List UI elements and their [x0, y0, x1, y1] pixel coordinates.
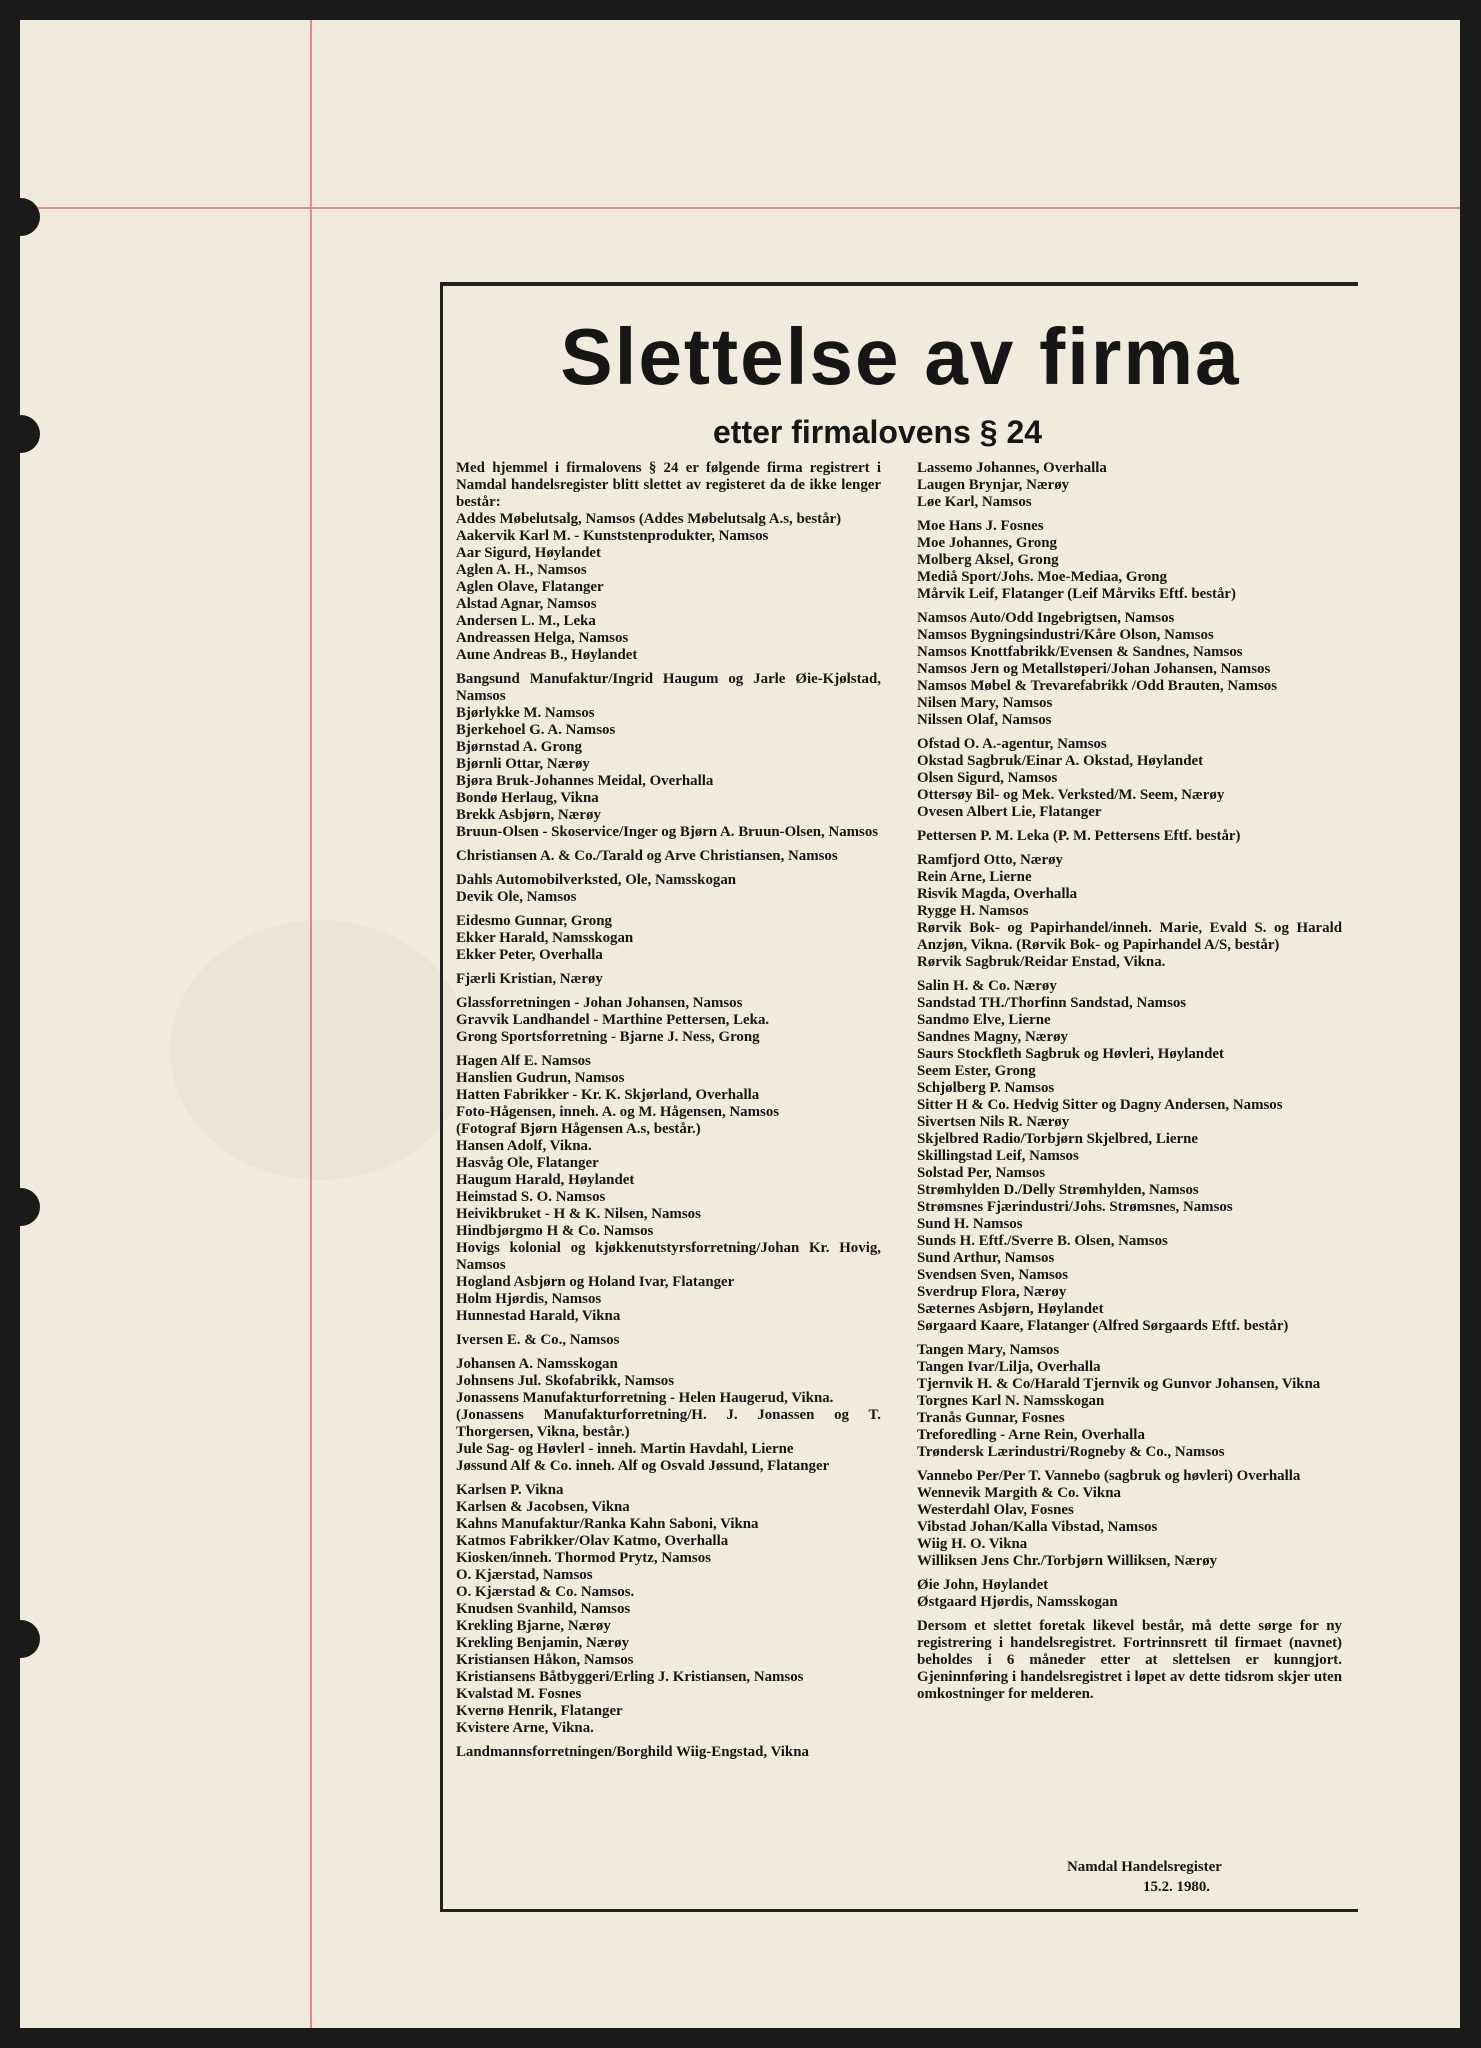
firm-entry: Addes Møbelutsalg, Namsos (Addes Møbelutsalg A.s, består) [456, 511, 842, 527]
firm-entry: Holm Hjørdis, Namsos [456, 1291, 602, 1307]
firm-entry: O. Kjærstad, Namsos [456, 1567, 593, 1583]
firm-entry: Bruun-Olsen - Skoservice/Inger og Bjørn A. Bruun-Olsen, Namsos [456, 824, 879, 840]
firm-entry: Sund H. Namsos [917, 1216, 1023, 1232]
firm-entry: Wiig H. O. Vikna [917, 1536, 1028, 1552]
firm-entry: Kahns Manufaktur/Ranka Kahn Saboni, Vikna [456, 1516, 759, 1532]
firm-entry: O. Kjærstad & Co. Namsos. [456, 1584, 635, 1600]
firm-entry: Mårvik Leif, Flatanger (Leif Mårviks Eftf. består) [917, 586, 1236, 602]
firm-entry: Solstad Per, Namsos [917, 1165, 1046, 1181]
firm-entry: Andersen L. M., Leka [456, 613, 596, 629]
firm-entry: Christiansen A. & Co./Tarald og Arve Christiansen, Namsos [456, 848, 838, 864]
firm-entry: Sandmo Elve, Lierne [917, 1012, 1051, 1028]
firm-entry: Treforedling - Arne Rein, Overhalla [917, 1427, 1145, 1443]
firm-entry: Hasvåg Ole, Flatanger [456, 1155, 599, 1171]
firm-entry: Krekling Benjamin, Nærøy [456, 1635, 630, 1651]
firm-entry: Hagen Alf E. Namsos [456, 1053, 591, 1069]
firm-entry: Sandstad TH./Thorfinn Sandstad, Namsos [917, 995, 1187, 1011]
firm-entry: Bondø Herlaug, Vikna [456, 790, 599, 806]
firm-entry: Seem Ester, Grong [917, 1063, 1036, 1079]
firm-entry: Tangen Mary, Namsos [917, 1342, 1060, 1358]
firm-entry: Namsos Møbel & Trevarefabrikk /Odd Brauten, Namsos [917, 678, 1278, 694]
firm-entry: Schjølberg P. Namsos [917, 1080, 1055, 1096]
closing-paragraph: Dersom et slettet foretak likevel består, må dette sørge for ny registrering i handelsregistret. Fortrinnsrett til firmaet (navnet) beholdes i 6 måneder etter at slettelsen er kunngjort. Gjeninnføring i handelsregistret i løpet av dette tidsrom skjer uten omkostninger for melderen. [917, 1618, 1342, 1702]
firm-entry: Aar Sigurd, Høylandet [456, 545, 601, 561]
firm-entry: Okstad Sagbruk/Einar A. Okstad, Høylandet [917, 753, 1204, 769]
left-entry-list [456, 511, 885, 1761]
section-gap [456, 906, 881, 913]
firm-entry: Hogland Asbjørn og Holand Ivar, Flatanger [456, 1274, 735, 1290]
firm-entry: Sitter H & Co. Hedvig Sitter og Dagny Andersen, Namsos [917, 1097, 1283, 1113]
firm-entry: Bangsund Manufaktur/Ingrid Haugum og Jarle Øie-Kjølstad, Namsos [456, 671, 885, 704]
section-gap [917, 729, 1342, 736]
firm-entry: Sverdrup Flora, Nærøy [917, 1284, 1067, 1300]
firm-entry: Kvistere Arne, Vikna. [456, 1720, 594, 1736]
firm-entry: Westerdahl Olav, Fosnes [917, 1502, 1074, 1518]
punch-hole [2, 415, 40, 453]
firm-entry: Aglen A. H., Namsos [456, 562, 587, 578]
firm-entry: Fjærli Kristian, Nærøy [456, 971, 603, 987]
section-gap [917, 1461, 1342, 1468]
section-gap [917, 603, 1342, 610]
firm-entry: Mediå Sport/Johs. Moe-Mediaa, Grong [917, 569, 1167, 585]
firm-entry: Hindbjørgmo H & Co. Namsos [456, 1223, 654, 1239]
firm-entry: Jøssund Alf & Co. inneh. Alf og Osvald Jøssund, Flatanger [456, 1458, 830, 1474]
firm-entry: Hovigs kolonial og kjøkkenutstyrsforretning/Johan Kr. Hovig, Namsos [456, 1240, 885, 1273]
punch-hole [2, 1188, 40, 1226]
newspaper-clipping [440, 282, 1358, 1912]
firm-entry: Johansen A. Namsskogan [456, 1356, 618, 1372]
firm-entry: Ofstad O. A.-agentur, Namsos [917, 736, 1107, 752]
firm-entry: Laugen Brynjar, Nærøy [917, 477, 1070, 493]
firm-entry: Sandnes Magny, Nærøy [917, 1029, 1068, 1045]
firm-entry: Salin H. & Co. Nærøy [917, 978, 1057, 994]
punch-hole [2, 1620, 40, 1658]
firm-entry: Heimstad S. O. Namsos [456, 1189, 606, 1205]
firm-entry: Foto-Hågensen, inneh. A. og M. Hågensen, Namsos [456, 1104, 780, 1120]
firm-entry: Hunnestad Harald, Vikna [456, 1308, 621, 1324]
firm-entry: Saurs Stockfleth Sagbruk og Høvleri, Høylandet [917, 1046, 1224, 1062]
firm-entry: Trøndersk Lærindustri/Rogneby & Co., Namsos [917, 1444, 1225, 1460]
firm-entry: Rørvik Sagbruk/Reidar Enstad, Vikna. [917, 954, 1166, 970]
firm-entry: Namsos Auto/Odd Ingebrigtsen, Namsos [917, 610, 1175, 626]
date: 15.2. 1980. [1143, 1879, 1211, 1895]
firm-entry: Karlsen P. Vikna [456, 1482, 564, 1498]
firm-entry: Ovesen Albert Lie, Flatanger [917, 804, 1102, 820]
firm-entry: Aune Andreas B., Høylandet [456, 647, 638, 663]
firm-entry: Haugum Harald, Høylandet [456, 1172, 635, 1188]
firm-entry: Ramfjord Otto, Nærøy [917, 852, 1063, 868]
firm-entry: Namsos Jern og Metallstøperi/Johan Johansen, Namsos [917, 661, 1271, 677]
firm-entry: Tranås Gunnar, Fosnes [917, 1410, 1065, 1426]
firm-entry: Alstad Agnar, Namsos [456, 596, 597, 612]
firm-entry: Løe Karl, Namsos [917, 494, 1032, 510]
section-gap [917, 1570, 1342, 1577]
left-column [456, 460, 885, 1761]
firm-entry: (Fotograf Bjørn Hågensen A.s, består.) [456, 1121, 701, 1137]
intro-paragraph: Med hjemmel i firmalovens § 24 er følgende firma registrert i Namdal handelsregister blitt slettet av registeret da de ikke lenger består: [456, 460, 881, 510]
firm-entry: Dahls Automobilverksted, Ole, Namsskogan [456, 872, 737, 888]
firm-entry: Andreassen Helga, Namsos [456, 630, 629, 646]
firm-entry: Eidesmo Gunnar, Grong [456, 913, 612, 929]
firm-entry: Landmannsforretningen/Borghild Wiig-Engstad, Vikna [456, 1744, 809, 1760]
firm-entry: Ekker Peter, Overhalla [456, 947, 603, 963]
firm-entry: Karlsen & Jacobsen, Vikna [456, 1499, 630, 1515]
section-gap [456, 1349, 881, 1356]
firm-entry: Katmos Fabrikker/Olav Katmo, Overhalla [456, 1533, 729, 1549]
firm-entry: Olsen Sigurd, Namsos [917, 770, 1058, 786]
section-gap [456, 988, 881, 995]
firm-entry: Vibstad Johan/Kalla Vibstad, Namsos [917, 1519, 1158, 1535]
firm-entry: Tjernvik H. & Co/Harald Tjernvik og Gunvor Johansen, Vikna [917, 1376, 1321, 1392]
firm-entry: Bjøra Bruk-Johannes Meidal, Overhalla [456, 773, 714, 789]
section-gap [917, 971, 1342, 978]
punch-hole [2, 198, 40, 236]
firm-entry: Strømhylden D./Delly Strømhylden, Namsos [917, 1182, 1199, 1198]
firm-entry: Pettersen P. M. Leka (P. M. Pettersens Eftf. består) [917, 828, 1241, 844]
section-gap [917, 511, 1342, 518]
firm-entry: Molberg Aksel, Grong [917, 552, 1059, 568]
firm-entry: Skillingstad Leif, Namsos [917, 1148, 1079, 1164]
firm-entry: Bjerkehoel G. A. Namsos [456, 722, 616, 738]
firm-entry: Kiosken/inneh. Thormod Prytz, Namsos [456, 1550, 711, 1566]
section-gap [456, 865, 881, 872]
margin-line-horizontal [20, 207, 1460, 209]
firm-entry: Wennevik Margith & Co. Vikna [917, 1485, 1121, 1501]
firm-entry: Knudsen Svanhild, Namsos [456, 1601, 631, 1617]
firm-entry: Devik Ole, Namsos [456, 889, 577, 905]
firm-entry: Rygge H. Namsos [917, 903, 1029, 919]
firm-entry: Iversen E. & Co., Namsos [456, 1332, 620, 1348]
firm-entry: Aakervik Karl M. - Kunststenprodukter, Namsos [456, 528, 769, 544]
archive-sheet [20, 20, 1460, 2028]
signature: Namdal Handelsregister [1067, 1859, 1222, 1875]
firm-entry: Strømsnes Fjærindustri/Johs. Strømsnes, Namsos [917, 1199, 1233, 1215]
firm-entry: Nilssen Olaf, Namsos [917, 712, 1052, 728]
section-gap [456, 1737, 881, 1744]
section-gap [456, 664, 881, 671]
firm-entry: Hansen Adolf, Vikna. [456, 1138, 592, 1154]
firm-entry: Sørgaard Kaare, Flatanger (Alfred Sørgaards Eftf. består) [917, 1318, 1289, 1334]
right-entry-list [917, 460, 1345, 1611]
firm-entry: Sund Arthur, Namsos [917, 1250, 1055, 1266]
firm-entry: (Jonassens Manufakturforretning/H. J. Jonassen og T. Thorgersen, Vikna, består.) [456, 1407, 885, 1440]
firm-entry: Hatten Fabrikker - Kr. K. Skjørland, Overhalla [456, 1087, 760, 1103]
firm-entry: Tangen Ivar/Lilja, Overhalla [917, 1359, 1101, 1375]
section-gap [456, 1046, 881, 1053]
firm-entry: Namsos Bygningsindustri/Kåre Olson, Namsos [917, 627, 1214, 643]
section-gap [456, 1325, 881, 1332]
firm-entry: Heivikbruket - H & K. Nilsen, Namsos [456, 1206, 701, 1222]
firm-entry: Torgnes Karl N. Namsskogan [917, 1393, 1105, 1409]
firm-entry: Bjørnli Ottar, Nærøy [456, 756, 590, 772]
firm-entry: Johnsens Jul. Skofabrikk, Namsos [456, 1373, 675, 1389]
firm-entry: Krekling Bjarne, Nærøy [456, 1618, 611, 1634]
paper-stain [170, 920, 470, 1180]
firm-entry: Lassemo Johannes, Overhalla [917, 460, 1107, 476]
firm-entry: Kvernø Henrik, Flatanger [456, 1703, 623, 1719]
firm-entry: Moe Johannes, Grong [917, 535, 1057, 551]
firm-entry: Rein Arne, Lierne [917, 869, 1032, 885]
firm-entry: Ottersøy Bil- og Mek. Verksted/M. Seem, Nærøy [917, 787, 1225, 803]
section-gap [917, 821, 1342, 828]
firm-entry: Kvalstad M. Fosnes [456, 1686, 582, 1702]
firm-entry: Namsos Knottfabrikk/Evensen & Sandnes, Namsos [917, 644, 1243, 660]
firm-entry: Svendsen Sven, Namsos [917, 1267, 1069, 1283]
firm-entry: Aglen Olave, Flatanger [456, 579, 604, 595]
firm-entry: Øie John, Høylandet [917, 1577, 1049, 1593]
firm-entry: Sæternes Asbjørn, Høylandet [917, 1301, 1104, 1317]
firm-entry: Gravvik Landhandel - Marthine Pettersen, Leka. [456, 1012, 770, 1028]
firm-entry: Sivertsen Nils R. Nærøy [917, 1114, 1070, 1130]
firm-entry: Bjørnstad A. Grong [456, 739, 582, 755]
firm-entry: Østgaard Hjørdis, Namsskogan [917, 1594, 1118, 1610]
firm-entry: Grong Sportsforretning - Bjarne J. Ness, Grong [456, 1029, 760, 1045]
section-gap [456, 1475, 881, 1482]
firm-entry: Williksen Jens Chr./Torbjørn Williksen, Nærøy [917, 1553, 1218, 1569]
firm-entry: Brekk Asbjørn, Nærøy [456, 807, 601, 823]
clipping-title: Slettelse av firma [560, 312, 1241, 401]
right-column [917, 460, 1345, 1703]
section-gap [456, 964, 881, 971]
section-gap [456, 841, 881, 848]
firm-entry: Hanslien Gudrun, Namsos [456, 1070, 625, 1086]
firm-entry: Jule Sag- og Høvlerl - inneh. Martin Havdahl, Lierne [456, 1441, 794, 1457]
clipping-subtitle: etter firmalovens § 24 [713, 414, 1043, 450]
firm-entry: Glassforretningen - Johan Johansen, Namsos [456, 995, 743, 1011]
firm-entry: Nilsen Mary, Namsos [917, 695, 1053, 711]
firm-entry: Sunds H. Eftf./Sverre B. Olsen, Namsos [917, 1233, 1168, 1249]
firm-entry: Rørvik Bok- og Papirhandel/inneh. Marie, Evald S. og Harald Anzjøn, Vikna. (Rørvik Bok- og Papirhandel A/S, består) [917, 920, 1345, 953]
firm-entry: Kristiansen Håkon, Namsos [456, 1652, 634, 1668]
firm-entry: Kristiansens Båtbyggeri/Erling J. Kristiansen, Namsos [456, 1669, 804, 1685]
firm-entry: Moe Hans J. Fosnes [917, 518, 1044, 534]
firm-entry: Jonassens Manufakturforretning - Helen Haugerud, Vikna. [456, 1390, 834, 1406]
firm-entry: Bjørlykke M. Namsos [456, 705, 595, 721]
firm-entry: Skjelbred Radio/Torbjørn Skjelbred, Lierne [917, 1131, 1199, 1147]
section-gap [917, 1335, 1342, 1342]
section-gap [917, 845, 1342, 852]
firm-entry: Ekker Harald, Namsskogan [456, 930, 634, 946]
firm-entry: Vannebo Per/Per T. Vannebo (sagbruk og høvleri) Overhalla [917, 1468, 1301, 1484]
firm-entry: Risvik Magda, Overhalla [917, 886, 1078, 902]
